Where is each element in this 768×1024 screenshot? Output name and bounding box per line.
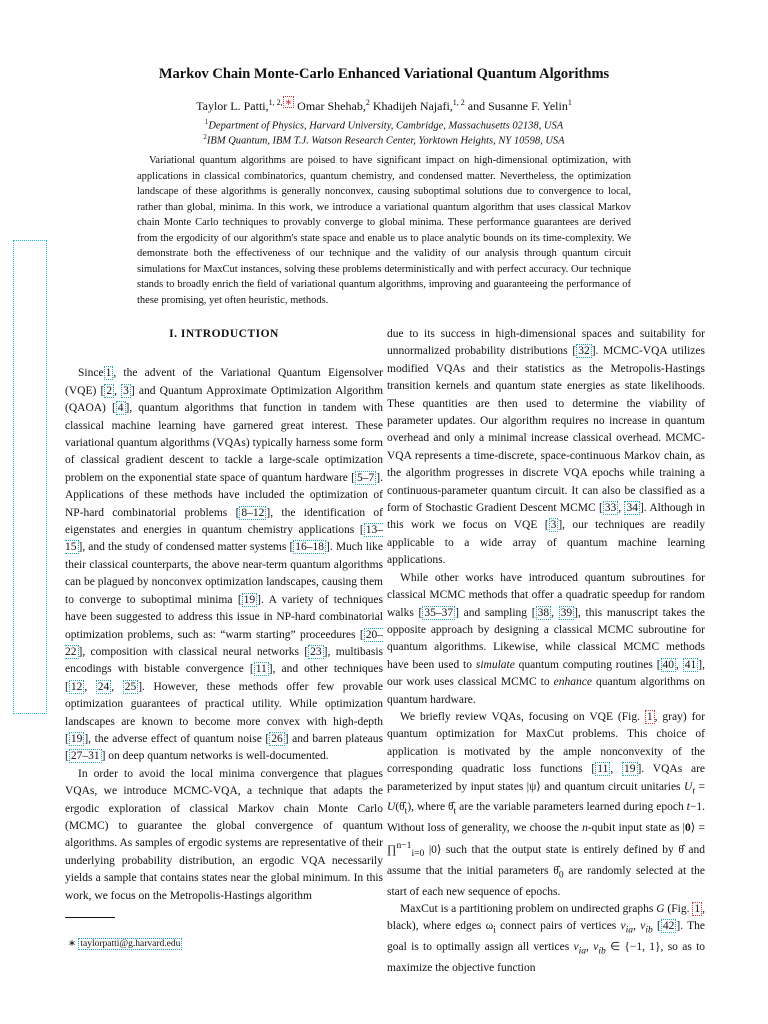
citation-link[interactable]: 3 (550, 519, 557, 532)
citation-link[interactable]: 3 (123, 384, 129, 397)
author-affil-sup: 1, 2 (452, 98, 465, 107)
citation-link[interactable]: 41 (684, 658, 697, 671)
citation-link[interactable]: 42 (662, 920, 675, 933)
citation-link[interactable]: 11 (597, 763, 609, 776)
body-paragraph: In order to avoid the local minima convergence that plagues VQAs, we introduce MCMC-VQA, a technique that adapts the ergodic exploration of classical Markov chain Monte Carlo (MCMC) to guarantee the global convergence of quantum algorithms. As samples of ergodic systems are representative of their underlying probability distribution, an ergodic VQA necessarily yields a sample that contains states near the global minimum. In this work, we focus on the Metropolis-Hastings algorithm (65, 767, 383, 902)
body-paragraph: While other works have introduced quantum subroutines for classical MCMC methods that offer a quadratic speedup for random walks [ 35–37 ] and sampling [ 38 , 39 ], this manuscript takes the opposite approach by designing a classical MCMC subroutine for quantum algorithms. Likewise, while classical MCMC methods have been used to simulate quantum computing routines [ 40 , 41 ], our work uses classical MCMC to enhance quantum algorithms on quantum hardware. (387, 571, 705, 706)
affiliation-text: Department of Physics, Harvard University, Cambridge, Massachusetts 02138, USA (208, 120, 564, 132)
body-paragraph: We briefly review VQAs, focusing on VQE (Fig. 1 , gray) for quantum optimization for MaxCut problems. This choice of application is motivated by the ample nonconvexity of the corresponding quadratic loss functions [ 11 , 19 ]. VQAs are parameterized by input states |ψ⟩ and quantum circuit unitaries $U_t$ = $U(\thetâ_t)$, where $\thetâ_t$ are the variable parameters learned during epoch t−1. Without loss of generality, we choose the n-qubit input state as |0⟩ = ∏$^{n-1}_{i=0}$ |0⟩ such that the output state is entirely defined by θ̂ and assume that the initial parameters $\thetâ_0$ are randomly selected at the start of each new sequence of epochs. (387, 710, 705, 898)
citation-link[interactable]: 16–18 (295, 541, 325, 554)
author-affil-sup: 1 (567, 98, 572, 107)
author-name: Taylor L. Patti, (196, 99, 269, 113)
corresponding-author-link[interactable]: ∗ (284, 97, 293, 107)
citation-link[interactable]: 39 (560, 606, 573, 619)
author-name: Omar Shehab, (297, 99, 366, 113)
affiliation-sup: 2 (203, 133, 207, 141)
margin-annotation-box (13, 240, 47, 714)
right-column (387, 326, 705, 977)
citation-link[interactable]: 1 (105, 367, 112, 380)
citation-link[interactable]: 24 (97, 680, 110, 693)
affiliation-sup: 1 (204, 118, 209, 126)
citation-link[interactable]: 12 (70, 680, 83, 693)
citation-link[interactable]: 2 (106, 384, 113, 397)
citation-link[interactable]: 8–12 (241, 506, 265, 519)
citation-link[interactable]: 33 (604, 502, 617, 515)
footnote-marker: ∗ (68, 939, 76, 949)
citation-link[interactable]: 35–37 (424, 606, 454, 619)
body-paragraph: due to its success in high-dimensional spaces and suitability for unnormalized probability distributions [ 32 ]. MCMC-VQA utilizes modified VQAs and their statistics as the Metropolis-Hastings transition kernels and quantum state energies as state likelihoods. These quantities are then used to determine the viability of parameter updates. Our algorithm requires no increase in quantum overhead and only a minimal increase classical overhead. MCMC-VQA represents a time-discrete, space-continuous Markov chain, as the algorithm progresses in discrete VQA epochs while training a continuous-parameter quantum circuit. It can also be classified as a form of Stochastic Gradient Descent MCMC [ 33 , 34 ]. Although in this work we focus on VQE [ 3 ], our techniques are readily applicable to a wide array of quantum machine learning applications. (387, 328, 706, 567)
citation-link[interactable]: 19 (243, 593, 256, 606)
affiliation (60, 133, 708, 147)
citation-link[interactable]: 11 (255, 663, 267, 676)
citation-link[interactable]: 26 (271, 732, 283, 745)
citation-link[interactable]: 40 (662, 658, 675, 671)
body-paragraph: MaxCut is a partitioning problem on undirected graphs G (Fig. 1 , black), where edges $\omega_i$ connect pairs of vertices $v_{ia}$, $v_{ib}$ [ 42 ]. The goal is to optimally assign all vertices $v_{ia}$, $v_{ib}$ ∈ {−1, 1}, so as to maximize the objective function (387, 903, 706, 974)
citation-link[interactable]: 25 (124, 680, 137, 693)
figure-link[interactable]: 1 (646, 710, 653, 723)
affiliation (60, 118, 708, 132)
author-affil-sup: 1, 2, (268, 98, 283, 107)
paper-title: Markov Chain Monte-Carlo Enhanced Variational Quantum Algorithms (158, 66, 610, 82)
affiliation-text: IBM Quantum, IBM T.J. Watson Research Center, Yorktown Heights, NY 10598, USA (206, 135, 565, 147)
section-heading: I. INTRODUCTION (169, 328, 279, 340)
citation-link[interactable]: 13–15 (65, 524, 383, 554)
left-column (65, 326, 383, 905)
abstract: Variational quantum algorithms are poised to have significant impact on high-dimensional optimization, with applications in classical combinatorics, quantum chemistry, and condensed matter. Nevertheless, the optimization landscape of these algorithms is generally nonconvex, causing suboptimal solutions due to convergence to local, rather than global, minima. In this work, we introduce a variational quantum algorithm that uses classical Markov chain Monte Carlo techniques to provably converge to global minima. These performance guarantees are derived from the ergodicity of our algorithm's state space and enable us to place analytic bounds on its time-complexity. We demonstrate both the effectiveness of our technique and the validity of our analysis through quantum circuit simulations for MaxCut instances, solving these problems deterministically and with perfect accuracy. Our technique stands to broadly enrich the field of variational quantum algorithms, improving and guaranteeing the performance of these promising, yet often heuristic, methods. (137, 155, 631, 306)
author-name: and Susanne F. Yelin (467, 99, 568, 113)
author-affil-sup: 2 (365, 98, 370, 107)
body-paragraph: Since 1 , the advent of the Variational Quantum Eigensolver (VQE) [ 2 , 3 ] and Quantum Approximate Optimization Algorithm (QAOA) [ 4 ], quantum algorithms that function in tandem with classical machine learning have garnered great interest. These variational quantum algorithms (VQAs) typically harness some form of classical gradient descent to tackle a large-scale optimization problem on the exponential state space of quantum hardware [ 5–7 ]. Applications of these methods have included the optimization of NP-hard combinatorial problems [ 8–12 ], the identification of eigenstates and energies in quantum chemistry applications [ 13–15 ], and the study of condensed matter systems [ 16–18 ]. Much like their classical counterparts, the above near-term quantum algorithms can be plagued by nonconvex optimization landscapes, causing them to converge to suboptimal minima [ 19 ]. A variety of techniques have been suggested to address this issue in NP-hard combinatorial optimization problems, such as: “warm starting” proceedures [ 20–22 ], composition with classical neural networks [ 23 ], multibasis encodings with bistable convergence [ 11 ], and other techniques [ 12 , 24 , 25 ]. However, these methods offer few provable optimization guarantees of practical utility. While optimization landscapes are known to become more convex with high-depth [ 19 ], the adverse effect of quantum noise [ 26 ] and barren plateaus [ 27–31 ] on deep quantum networks is well-documented. (65, 367, 384, 763)
citation-link[interactable]: 19 (70, 732, 83, 745)
author-name: Khadijeh Najafi, (372, 99, 453, 113)
citation-link[interactable]: 19 (624, 763, 636, 776)
figure-link[interactable]: 1 (694, 903, 701, 916)
footnote (68, 938, 182, 949)
citation-link[interactable]: 38 (537, 606, 550, 619)
citation-link[interactable]: 5–7 (357, 471, 375, 484)
citation-link[interactable]: 27–31 (70, 750, 100, 763)
citation-link[interactable]: 4 (117, 402, 124, 415)
citation-link[interactable]: 32 (578, 345, 590, 358)
citation-link[interactable]: 23 (310, 645, 322, 658)
email-link[interactable]: taylorpatti@g.harvard.edu (80, 939, 181, 949)
author-list (60, 97, 708, 114)
citation-link[interactable]: 34 (626, 502, 638, 515)
footnote-rule (65, 917, 115, 918)
citation-link[interactable]: 20–22 (65, 628, 383, 658)
